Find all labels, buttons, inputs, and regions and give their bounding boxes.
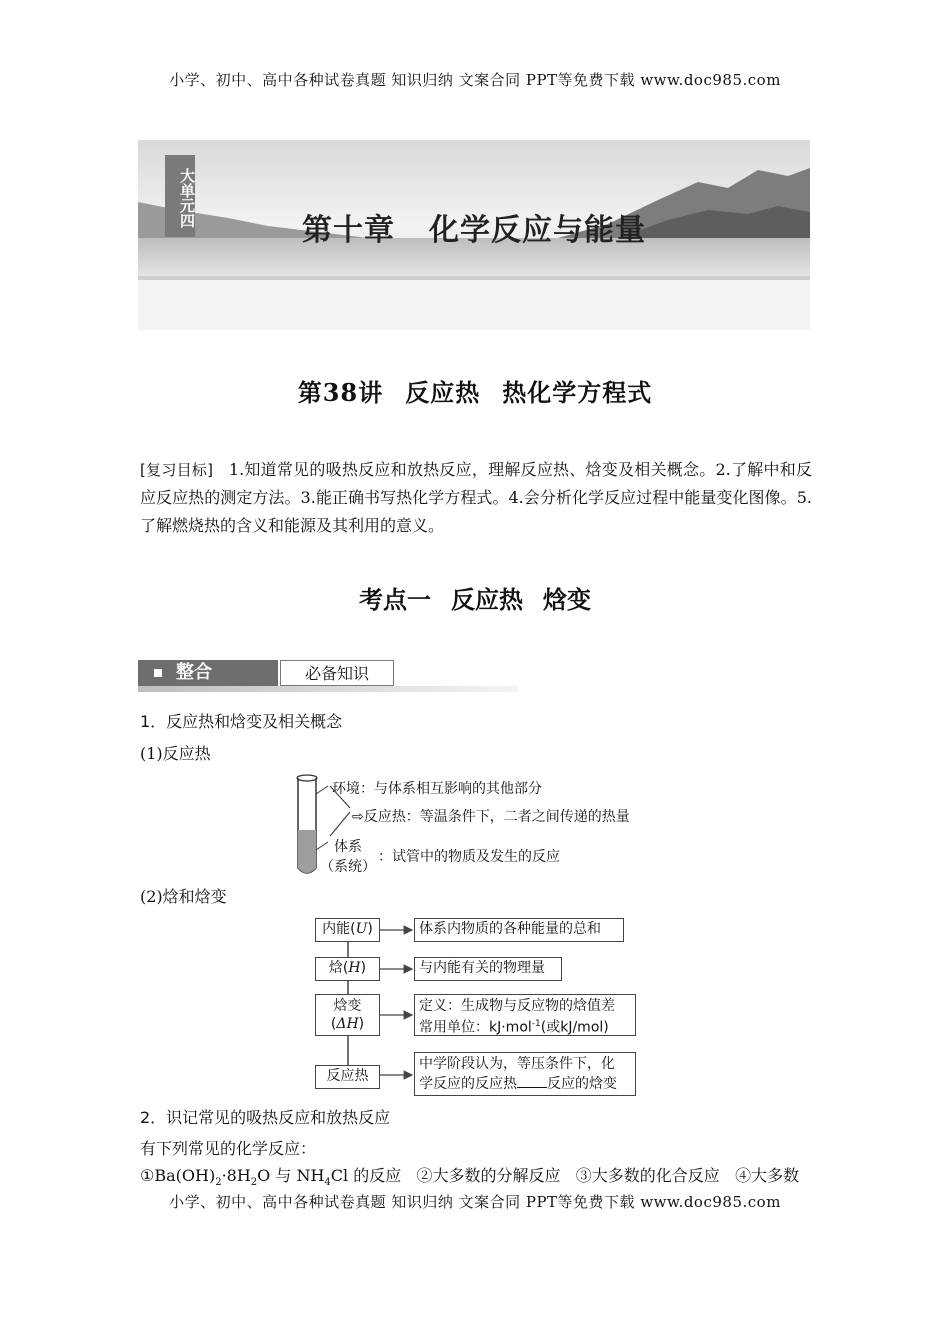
item1-b: ·8H [221,1166,251,1185]
reaction-item-3: ③大多数的化合反应 [575,1166,720,1185]
subsection-enthalpy: (2)焓和焓变 [140,887,227,906]
reaction-item-2: ②大多数的分解反应 [416,1166,561,1185]
enthalpy-desc: 与内能有关的物理量 [414,957,562,981]
unit-sup: -1 [531,1019,541,1029]
review-goals-text: 1.知道常见的吸热反应和放热反应，理解反应热、焓变及相关概念。2.了解中和反应反应热的测定方法。3.能正确书写热化学方程式。4.会分析化学反应过程中能量变化图像。5.了解燃烧热的含义和能源及其利用的意义。 [140,460,812,535]
reaction-item-4: ④大多数 [735,1166,800,1185]
reaction-heat-label: ⇨反应热：等温条件下，二者之间传递的热量 [352,809,630,825]
unit-tag: 大单元四 [165,155,195,237]
internal-energy-box: 内能(U) [315,918,380,942]
kaodian-title-a: 反应热 [451,585,523,614]
chapter-number: 第十章 [302,213,395,248]
section-bar-underline [138,686,518,692]
system-paren-label: （系统） [320,859,376,875]
section-1-heading: 1．反应热和焓变及相关概念 [140,712,343,731]
internal-energy-desc: 体系内物质的各种能量的总和 [414,918,624,942]
lecture-number: 第38讲 [297,378,384,407]
unit-a: 常用单位：kJ·mol [419,1019,532,1036]
lecture-title [0,373,950,408]
enthalpy-change-symbol: ΔH [336,1016,359,1032]
lecture-title-b: 热化学方程式 [502,378,653,407]
item1-sub1: 2 [215,1177,222,1189]
review-goals [140,456,812,540]
chapter-title [138,205,810,249]
reaction-heat-desc-line2 [419,1073,635,1093]
reaction-heat-desc-a: 学反应的反应热 [419,1076,517,1092]
enthalpy-change-box: 焓变 (ΔH) [315,994,380,1036]
lecture-title-a: 反应热 [405,378,481,407]
chapter-banner [138,140,810,330]
reaction-item-1 [140,1166,402,1189]
subsection-reaction-heat: (1)反应热 [140,744,211,763]
item1-a: ①Ba(OH) [140,1166,216,1185]
item1-c: O 与 NH [257,1166,325,1185]
section-bar [138,656,518,692]
system-label: 体系 [334,839,362,855]
page-header: 小学、初中、高中各种试卷真题 知识归纳 文案合同 PPT等免费下载 www.doc985.com [169,71,781,89]
item1-sub3: 4 [324,1177,331,1189]
internal-energy-symbol: U [355,921,368,937]
item1-sub2: 2 [250,1177,258,1189]
reaction-heat-desc-b: 反应的焓变 [547,1076,617,1092]
reaction-heat-desc [414,1052,636,1096]
enthalpy-concept-map [310,912,650,1097]
reaction-heat-desc-line1: 中学阶段认为，等压条件下，化 [419,1056,615,1072]
environment-label: 环境：与体系相互影响的其他部分 [332,781,542,797]
unit-b: (或kJ/mol) [540,1019,609,1036]
review-goals-tag: [复习目标] [140,461,213,479]
enthalpy-change-definition: 定义：生成物与反应物的焓值差 [419,998,615,1014]
section-bar-dark [138,660,278,686]
reaction-heat-box: 反应热 [315,1065,380,1089]
kaodian-title-b: 焓变 [543,585,591,614]
item1-d: Cl 的反应 [330,1166,402,1185]
section-2-heading: 2．识记常见的吸热反应和放热反应 [140,1108,391,1127]
kaodian-title [0,580,950,615]
square-bullet-icon [154,669,162,677]
page-footer: 小学、初中、高中各种试卷真题 知识归纳 文案合同 PPT等免费下载 www.doc985.com [169,1193,781,1211]
section-bar-dark-label: 整合 [176,662,212,683]
system-description: ：试管中的物质及发生的反应 [378,849,560,865]
section-bar-light: 必备知识 [280,660,394,686]
kaodian-label: 考点一 [359,585,431,614]
enthalpy-change-desc [414,994,636,1036]
internal-energy-label: 内能 [322,921,351,937]
section-2-intro: 有下列常见的化学反应： [140,1139,317,1158]
fill-in-blank[interactable] [517,1073,547,1088]
reaction-heat-diagram [290,770,670,880]
enthalpy-symbol: H [348,960,361,976]
enthalpy-change-label: 焓变 [333,998,362,1014]
enthalpy-label: 焓 [328,960,343,976]
reaction-list [140,1166,812,1193]
enthalpy-change-unit [419,1015,635,1037]
chapter-name: 化学反应与能量 [429,213,646,248]
enthalpy-box: 焓(H) [315,957,380,981]
